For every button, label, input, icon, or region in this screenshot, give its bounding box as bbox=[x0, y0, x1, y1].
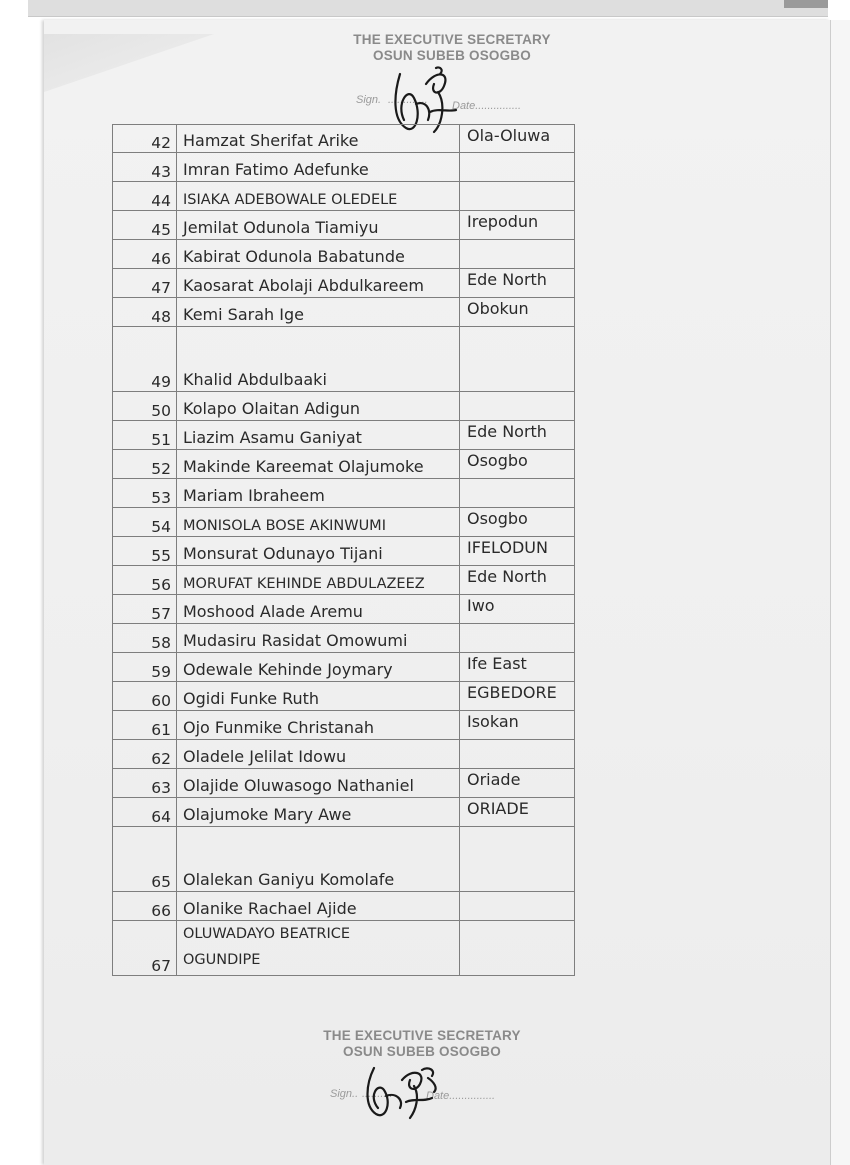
row-number: 49 bbox=[113, 327, 177, 392]
row-lga: ORIADE bbox=[460, 798, 575, 827]
row-name: Ojo Funmike Christanah bbox=[177, 711, 460, 740]
row-lga bbox=[460, 327, 575, 392]
row-name: ISIAKA ADEBOWALE OLEDELE bbox=[177, 182, 460, 211]
names-table bbox=[112, 124, 575, 976]
row-name: Imran Fatimo Adefunke bbox=[177, 153, 460, 182]
row-name: Kolapo Olaitan Adigun bbox=[177, 392, 460, 421]
table-row bbox=[113, 240, 575, 269]
table-row bbox=[113, 892, 575, 921]
stamp-top-line1: THE EXECUTIVE SECRETARY bbox=[353, 32, 551, 47]
row-number: 42 bbox=[113, 125, 177, 153]
row-name: Olajumoke Mary Awe bbox=[177, 798, 460, 827]
row-lga: Isokan bbox=[460, 711, 575, 740]
table-row bbox=[113, 769, 575, 798]
table-row bbox=[113, 624, 575, 653]
row-name: Kaosarat Abolaji Abdulkareem bbox=[177, 269, 460, 298]
row-name-line2: OGUNDIPE bbox=[183, 952, 261, 968]
table-row bbox=[113, 479, 575, 508]
row-lga: Iwo bbox=[460, 595, 575, 624]
row-lga: Ede North bbox=[460, 269, 575, 298]
row-name: Olanike Rachael Ajide bbox=[177, 892, 460, 921]
row-number: 43 bbox=[113, 153, 177, 182]
row-name: Mudasiru Rasidat Omowumi bbox=[177, 624, 460, 653]
row-name: Kabirat Odunola Babatunde bbox=[177, 240, 460, 269]
row-name: Hamzat Sherifat Arike bbox=[177, 125, 460, 153]
row-name: Mariam Ibraheem bbox=[177, 479, 460, 508]
row-number: 50 bbox=[113, 392, 177, 421]
row-name: Olajide Oluwasogo Nathaniel bbox=[177, 769, 460, 798]
row-lga bbox=[460, 827, 575, 892]
row-number: 44 bbox=[113, 182, 177, 211]
row-lga: Ife East bbox=[460, 653, 575, 682]
row-lga: IFELODUN bbox=[460, 537, 575, 566]
row-name: MORUFAT KEHINDE ABDULAZEEZ bbox=[177, 566, 460, 595]
table-row bbox=[113, 827, 575, 892]
previous-page-mark bbox=[784, 0, 828, 8]
next-page-edge bbox=[830, 20, 850, 1165]
table-row bbox=[113, 327, 575, 392]
row-number: 60 bbox=[113, 682, 177, 711]
stamp-bottom-date-label: Date............... bbox=[426, 1090, 496, 1102]
row-name: Makinde Kareemat Olajumoke bbox=[177, 450, 460, 479]
row-number: 67 bbox=[113, 921, 177, 976]
stamp-top-dots: ............. bbox=[388, 94, 428, 106]
table-row bbox=[113, 182, 575, 211]
row-name: Moshood Alade Aremu bbox=[177, 595, 460, 624]
row-name: Liazim Asamu Ganiyat bbox=[177, 421, 460, 450]
table-row bbox=[113, 711, 575, 740]
row-lga: Ede North bbox=[460, 421, 575, 450]
row-number: 54 bbox=[113, 508, 177, 537]
table-row bbox=[113, 508, 575, 537]
row-lga: Oriade bbox=[460, 769, 575, 798]
table-row bbox=[113, 595, 575, 624]
table-row bbox=[113, 298, 575, 327]
table-row bbox=[113, 537, 575, 566]
table-row bbox=[113, 153, 575, 182]
row-number: 61 bbox=[113, 711, 177, 740]
row-number: 63 bbox=[113, 769, 177, 798]
row-lga bbox=[460, 921, 575, 976]
row-name: Oladele Jelilat Idowu bbox=[177, 740, 460, 769]
row-name: Ogidi Funke Ruth bbox=[177, 682, 460, 711]
table-row bbox=[113, 125, 575, 153]
row-name: Olalekan Ganiyu Komolafe bbox=[177, 827, 460, 892]
row-number: 62 bbox=[113, 740, 177, 769]
row-name-line1: OLUWADAYO BEATRICE bbox=[183, 926, 351, 942]
row-number: 48 bbox=[113, 298, 177, 327]
stamp-top bbox=[330, 32, 574, 124]
table-row bbox=[113, 211, 575, 240]
stamp-top-date-label: Date............... bbox=[452, 100, 522, 112]
row-number: 51 bbox=[113, 421, 177, 450]
row-lga: Obokun bbox=[460, 298, 575, 327]
row-name: Odewale Kehinde Joymary bbox=[177, 653, 460, 682]
row-name bbox=[177, 921, 460, 976]
row-lga: Irepodun bbox=[460, 211, 575, 240]
row-number: 66 bbox=[113, 892, 177, 921]
stamp-top-sign-label: Sign. bbox=[356, 94, 382, 106]
row-lga bbox=[460, 153, 575, 182]
table-row bbox=[113, 269, 575, 298]
stamp-top-line2: OSUN SUBEB OSOGBO bbox=[373, 48, 531, 63]
previous-page-edge bbox=[28, 0, 828, 17]
row-number: 47 bbox=[113, 269, 177, 298]
row-lga bbox=[460, 182, 575, 211]
row-number: 64 bbox=[113, 798, 177, 827]
table-row bbox=[113, 682, 575, 711]
table-row bbox=[113, 450, 575, 479]
row-number: 56 bbox=[113, 566, 177, 595]
table-row bbox=[113, 566, 575, 595]
row-name: Monsurat Odunayo Tijani bbox=[177, 537, 460, 566]
row-number: 52 bbox=[113, 450, 177, 479]
table-row bbox=[113, 921, 575, 976]
row-lga: Osogbo bbox=[460, 450, 575, 479]
stamp-bottom-dots: .......... bbox=[362, 1088, 393, 1100]
table-row bbox=[113, 392, 575, 421]
table-row bbox=[113, 798, 575, 827]
row-lga: Osogbo bbox=[460, 508, 575, 537]
row-lga: EGBEDORE bbox=[460, 682, 575, 711]
row-lga bbox=[460, 392, 575, 421]
row-name: MONISOLA BOSE AKINWUMI bbox=[177, 508, 460, 537]
row-lga bbox=[460, 240, 575, 269]
stamp-bottom bbox=[300, 1028, 544, 1120]
row-lga bbox=[460, 740, 575, 769]
table-row bbox=[113, 740, 575, 769]
row-lga bbox=[460, 624, 575, 653]
stamp-bottom-sign-label: Sign.. bbox=[330, 1088, 359, 1100]
row-number: 58 bbox=[113, 624, 177, 653]
row-lga: Ede North bbox=[460, 566, 575, 595]
row-name: Khalid Abdulbaaki bbox=[177, 327, 460, 392]
row-number: 55 bbox=[113, 537, 177, 566]
row-number: 45 bbox=[113, 211, 177, 240]
row-lga bbox=[460, 892, 575, 921]
row-name: Jemilat Odunola Tiamiyu bbox=[177, 211, 460, 240]
row-lga: Ola-Oluwa bbox=[460, 125, 575, 153]
row-number: 59 bbox=[113, 653, 177, 682]
table-row bbox=[113, 421, 575, 450]
row-number: 57 bbox=[113, 595, 177, 624]
row-name: Kemi Sarah Ige bbox=[177, 298, 460, 327]
signature-bottom-icon bbox=[358, 1062, 448, 1122]
row-number: 53 bbox=[113, 479, 177, 508]
stamp-bottom-line2: OSUN SUBEB OSOGBO bbox=[343, 1044, 501, 1059]
row-number: 65 bbox=[113, 827, 177, 892]
stamp-bottom-line1: THE EXECUTIVE SECRETARY bbox=[323, 1028, 521, 1043]
row-lga bbox=[460, 479, 575, 508]
row-number: 46 bbox=[113, 240, 177, 269]
table-row bbox=[113, 653, 575, 682]
